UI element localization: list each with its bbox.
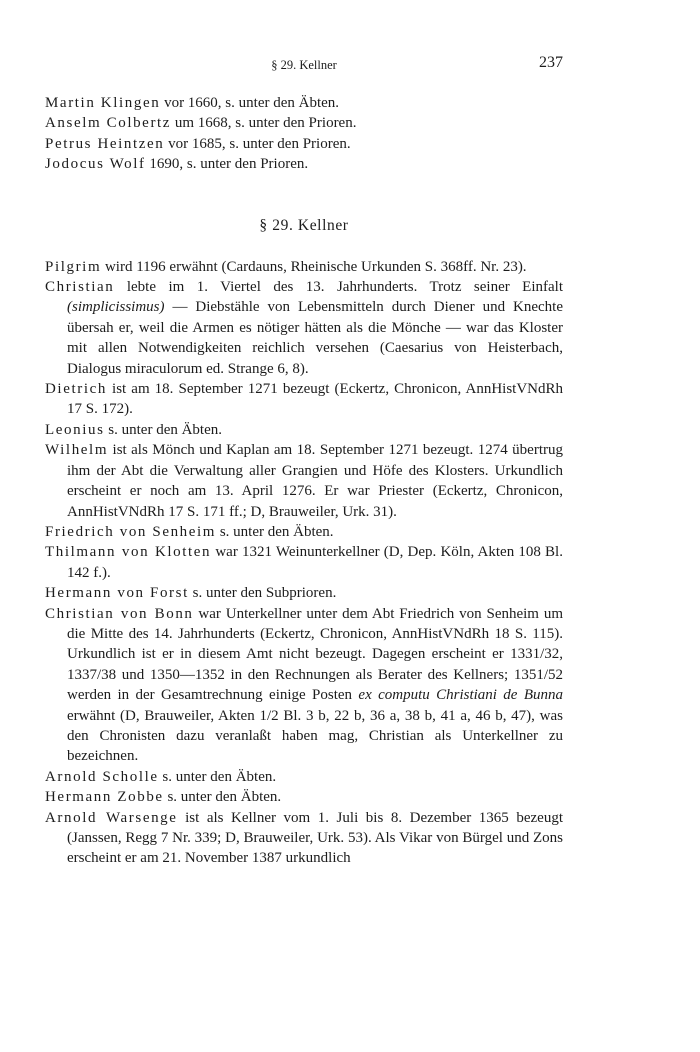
list-item (45, 93, 563, 113)
list-item (45, 113, 563, 133)
entry-text: s. unter den Äbten. (158, 768, 277, 785)
list-item (45, 583, 563, 603)
running-title: § 29. Kellner (271, 58, 337, 72)
entry-text: ist am 18. September 1271 bezeugt (Eckertz, Chronicon, AnnHistVNdRh 17 S. 172). (67, 381, 563, 418)
list-item (45, 542, 563, 583)
entry-text: ist als Kellner vom 1. Juli bis 8. Dezember 1365 bezeugt (Janssen, Regg 7 Nr. 339; D, Brauweiler, Urk. 53). Als Vikar von Bürgel und Zons erscheint er am 21. November 1387 urkundlich (67, 809, 563, 867)
entry-text: lebte im 1. Viertel des 13. Jahrhunderts. Trotz seiner Einfalt (114, 279, 563, 296)
entry-text: s. unter den Äbten. (104, 421, 223, 438)
entry-text: ist als Mönch und Kaplan am 18. September 1271 bezeugt. 1274 übertrug ihm der Abt die Verwaltung aller Grangien und Höfe des Klosters. Urkundlich erscheint er noch am 13. April 1276. Er war Priester (Eckertz, Chronicon, AnnHistVNdRh 17 S. 171 ff.; D, Brauweiler, Urk. 31). (67, 442, 563, 520)
entry-text: um 1668, s. unter den Prioren. (171, 115, 357, 132)
entry-text: vor 1660, s. unter den Äbten. (160, 95, 340, 111)
entry-text: — Diebstähle von Lebensmitteln durch Diener und Knechte übersah er, weil die Armen es nötiger hätten als die Mönche — war das Kloster mit allen Notwendigkeiten reichlich versehen (Caesarius von Heisterbach, Dialogus miraculorum ed. Strange 6, 8). (67, 299, 563, 377)
person-name: Friedrich von Senheim (45, 523, 217, 540)
entry-text: erwähnt (D, Brauweiler, Akten 1/2 Bl. 3 b, 22 b, 36 a, 38 b, 41 a, 46 b, 47), was den Chronisten dazu veranlaßt haben mag, Christian als Unterkellner zu bezeichnen. (67, 707, 563, 765)
latin-term: (simplicissimus) (67, 299, 165, 316)
list-item (45, 154, 563, 174)
entry-text: wird 1196 erwähnt (Cardauns, Rheinische Urkunden S. 368ff. Nr. 23). (101, 258, 527, 275)
person-name: Martin Klingen (45, 95, 161, 111)
page-number: 237 (539, 54, 563, 71)
list-item (45, 379, 563, 420)
entry-text: vor 1685, s. unter den Prioren. (164, 135, 351, 152)
previous-section-list (45, 93, 563, 175)
section-heading: § 29. Kellner (259, 216, 349, 234)
list-item (45, 420, 563, 440)
person-name: Wilhelm (45, 442, 109, 459)
entry-text: s. unter den Äbten. (216, 523, 334, 540)
person-name: Pilgrim (45, 258, 102, 275)
list-item (45, 522, 563, 542)
person-name: Thilmann von Klotten (45, 544, 212, 561)
entry-text: 1690, s. unter den Prioren. (145, 156, 309, 173)
person-name: Jodocus Wolf (45, 156, 146, 173)
person-name: Anselm Colbertz (45, 115, 172, 132)
book-page (45, 52, 563, 869)
person-name: Arnold Warsenge (45, 809, 178, 826)
person-name: Petrus Heintzen (45, 135, 165, 152)
person-name: Dietrich (45, 381, 107, 398)
entry-text: war 1321 Weinunterkellner (D, Dep. Köln, Akten 108 Bl. 142 f.). (67, 544, 563, 581)
person-name: Christian von Bonn (45, 605, 194, 622)
list-item (45, 277, 563, 379)
person-name: Arnold Scholle (45, 768, 159, 785)
running-head (45, 52, 563, 74)
person-name: Christian (45, 279, 115, 296)
list-item (45, 134, 563, 154)
list-item (45, 767, 563, 787)
list-item (45, 808, 563, 869)
person-name: Hermann von Forst (45, 585, 189, 602)
entry-text: s. unter den Äbten. (163, 789, 282, 806)
list-item (45, 257, 563, 277)
person-name: Hermann Zobbe (45, 789, 164, 806)
latin-term: ex computu Christiani de Bunna (358, 687, 563, 704)
entry-text: war Unterkellner unter dem Abt Friedrich von Senheim um die Mitte des 14. Jahrhunderts (Eckertz, Chronicon, AnnHistVNdRh 18 S. 115). Urkundlich ist er in diesem Amt nicht bezeugt. Dagegen erscheint er 1331/32, 1337/38 und 1350—1352 in den Rechnungen als Berater des Kellners; 1351/52 werden in der Gesamtrechnung einige Posten (67, 605, 563, 704)
list-item (45, 604, 563, 767)
person-name: Leonius (45, 421, 105, 438)
entry-text: s. unter den Subprioren. (188, 585, 337, 602)
list-item (45, 440, 563, 522)
list-item (45, 787, 563, 807)
kellner-list (45, 257, 563, 869)
